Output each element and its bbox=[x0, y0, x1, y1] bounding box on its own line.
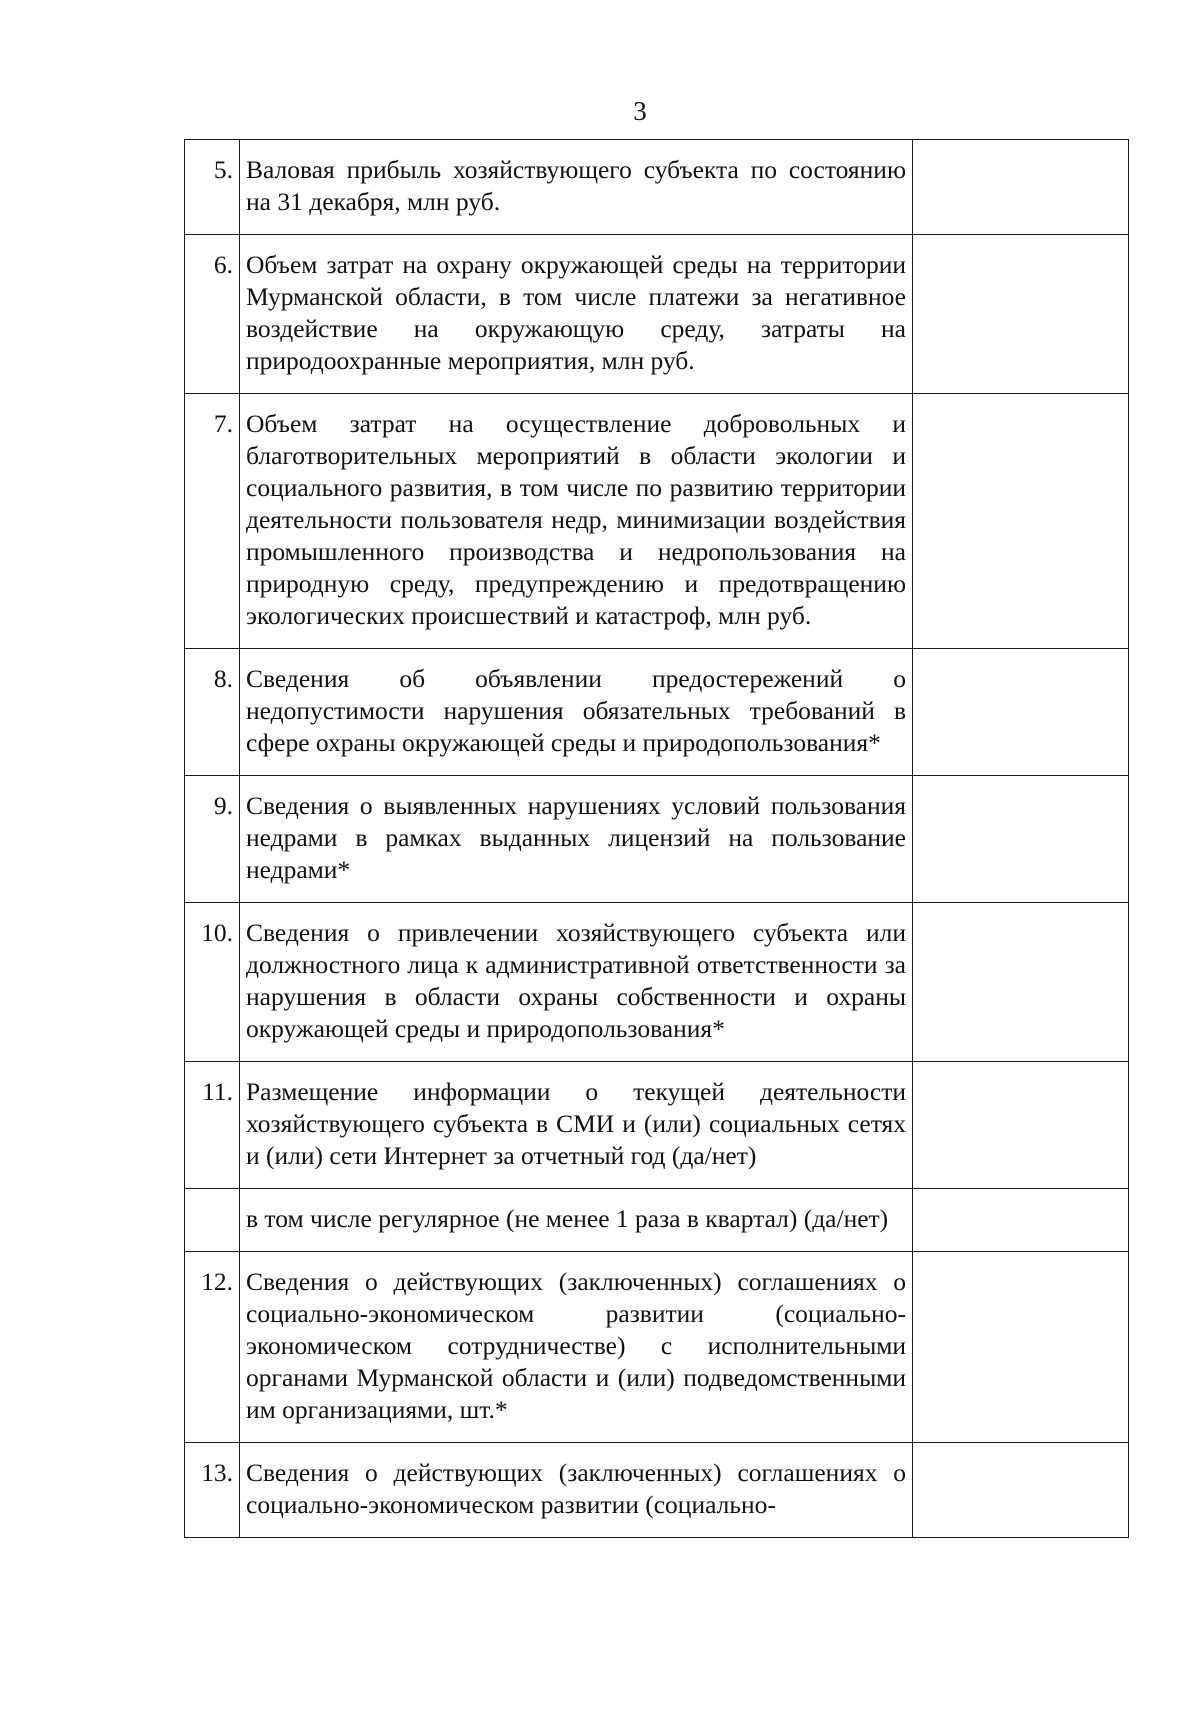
table-row bbox=[185, 649, 1129, 776]
table-row bbox=[185, 140, 1129, 235]
row-number: 12. bbox=[185, 1252, 240, 1443]
row-value[interactable] bbox=[913, 235, 1129, 394]
row-description: Размещение информации о текущей деятельности хозяйствующего субъекта в СМИ и (или) социальных сетях и (или) сети Интернет за отчетный год (да/нет) bbox=[240, 1062, 913, 1189]
row-number: 6. bbox=[185, 235, 240, 394]
row-description: Сведения об объявлении предостережений о недопустимости нарушения обязательных требований в сфере охраны окружающей среды и природопользования* bbox=[240, 649, 913, 776]
row-description: в том числе регулярное (не менее 1 раза в квартал) (да/нет) bbox=[240, 1189, 913, 1252]
page-number: 3 bbox=[633, 96, 647, 126]
row-number: 13. bbox=[185, 1443, 240, 1538]
table-row bbox=[185, 1443, 1129, 1538]
table-row bbox=[185, 776, 1129, 903]
row-value[interactable] bbox=[913, 1443, 1129, 1538]
indicators-table bbox=[184, 139, 1129, 1538]
row-value[interactable] bbox=[913, 903, 1129, 1062]
table-row bbox=[185, 903, 1129, 1062]
row-value[interactable] bbox=[913, 140, 1129, 235]
table-row bbox=[185, 394, 1129, 649]
row-number: 7. bbox=[185, 394, 240, 649]
table-row bbox=[185, 1189, 1129, 1252]
row-description: Сведения о привлечении хозяйствующего субъекта или должностного лица к административной ответственности за нарушения в области охраны собственности и охраны окружающей среды и природопользования* bbox=[240, 903, 913, 1062]
row-description: Сведения о выявленных нарушениях условий пользования недрами в рамках выданных лицензий на пользование недрами* bbox=[240, 776, 913, 903]
row-description: Сведения о действующих (заключенных) соглашениях о социально-экономическом развитии (социально-экономическом сотрудничестве) с исполнительными органами Мурманской области и (или) подведомственными им организациями, шт.* bbox=[240, 1252, 913, 1443]
row-value[interactable] bbox=[913, 394, 1129, 649]
row-value[interactable] bbox=[913, 1062, 1129, 1189]
table-row bbox=[185, 235, 1129, 394]
table-row bbox=[185, 1252, 1129, 1443]
row-number: 11. bbox=[185, 1062, 240, 1189]
row-description: Объем затрат на охрану окружающей среды на территории Мурманской области, в том числе платежи за негативное воздействие на окружающую среду, затраты на природоохранные мероприятия, млн руб. bbox=[240, 235, 913, 394]
row-number: 10. bbox=[185, 903, 240, 1062]
table-row bbox=[185, 1062, 1129, 1189]
row-number: 9. bbox=[185, 776, 240, 903]
row-description: Сведения о действующих (заключенных) соглашениях о социально-экономическом развитии (социально- bbox=[240, 1443, 913, 1538]
row-description: Объем затрат на осуществление добровольных и благотворительных мероприятий в области экологии и социального развития, в том числе по развитию территории деятельности пользователя недр, минимизации воздействия промышленного производства и недропользования на природную среду, предупреждению и предотвращению экологических происшествий и катастроф, млн руб. bbox=[240, 394, 913, 649]
row-value[interactable] bbox=[913, 776, 1129, 903]
row-value[interactable] bbox=[913, 1189, 1129, 1252]
row-description: Валовая прибыль хозяйствующего субъекта по состоянию на 31 декабря, млн руб. bbox=[240, 140, 913, 235]
row-value[interactable] bbox=[913, 1252, 1129, 1443]
row-number: 5. bbox=[185, 140, 240, 235]
row-number: 8. bbox=[185, 649, 240, 776]
row-value[interactable] bbox=[913, 649, 1129, 776]
row-number bbox=[185, 1189, 240, 1252]
